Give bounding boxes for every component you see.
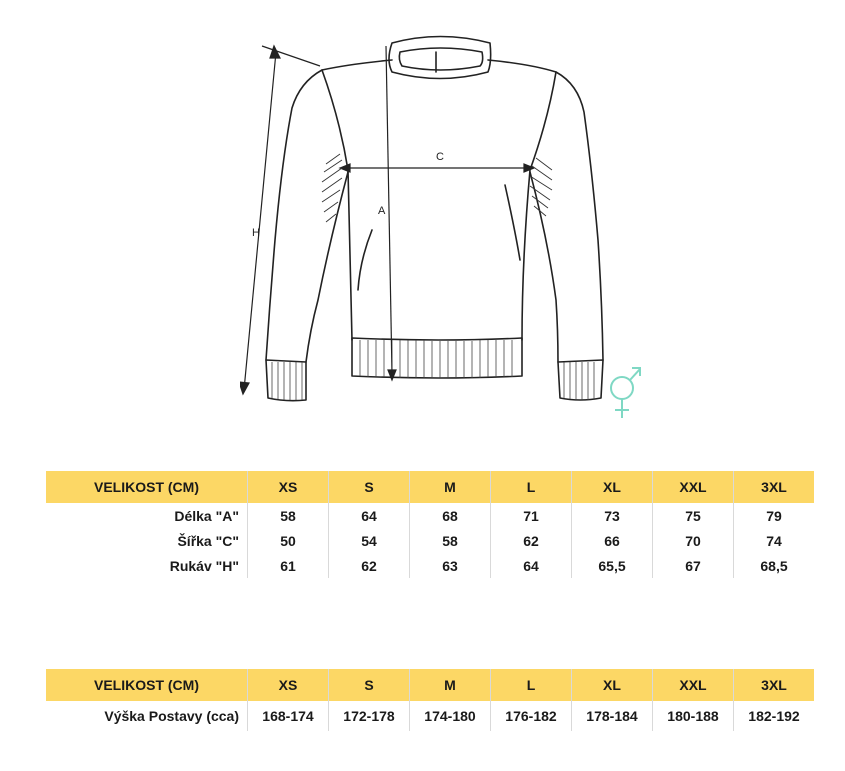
table-cell: 75 xyxy=(653,503,734,528)
table-cell: 58 xyxy=(248,503,329,528)
unisex-icon xyxy=(611,368,640,418)
size-header: M xyxy=(410,471,491,503)
label-a: A xyxy=(378,205,386,217)
table-cell: 172-178 xyxy=(329,701,410,731)
table-row xyxy=(46,553,814,578)
size-header: XXL xyxy=(653,669,734,701)
size-header: 3XL xyxy=(734,471,815,503)
table-cell: 70 xyxy=(653,528,734,553)
size-header: XL xyxy=(572,669,653,701)
table-cell: 66 xyxy=(572,528,653,553)
table-row xyxy=(46,528,814,553)
row-label: Rukáv "H" xyxy=(46,553,248,578)
table-cell: 180-188 xyxy=(653,701,734,731)
table-cell: 71 xyxy=(491,503,572,528)
size-header: XS xyxy=(248,471,329,503)
table-cell: 50 xyxy=(248,528,329,553)
size-header: L xyxy=(491,669,572,701)
table-cell: 67 xyxy=(653,553,734,578)
table-cell: 62 xyxy=(491,528,572,553)
table-cell: 68,5 xyxy=(760,557,788,574)
table-cell: 64 xyxy=(491,553,572,578)
table-cell: 61 xyxy=(248,553,329,578)
label-h: H xyxy=(252,227,260,239)
table-cell: 58 xyxy=(410,528,491,553)
row-label: Délka "A" xyxy=(46,503,248,528)
size-header: XL xyxy=(572,471,653,503)
header-label: VELIKOST (CM) xyxy=(46,471,248,503)
table-row xyxy=(46,701,814,731)
size-header: M xyxy=(410,669,491,701)
size-header: 3XL xyxy=(734,669,815,701)
table-header-row xyxy=(46,669,814,701)
sweatshirt-diagram xyxy=(240,30,660,430)
table-header-row xyxy=(46,471,814,503)
table-cell: 176-182 xyxy=(491,701,572,731)
table-cell: 73 xyxy=(572,503,653,528)
size-header: S xyxy=(329,471,410,503)
table-cell: 182-192 xyxy=(748,708,800,724)
table-cell: 65,5 xyxy=(572,553,653,578)
size-header: XXL xyxy=(653,471,734,503)
table-cell: 68 xyxy=(410,503,491,528)
table-row xyxy=(46,503,814,528)
row-label: Výška Postavy (cca) xyxy=(46,701,248,731)
table-cell: 174-180 xyxy=(410,701,491,731)
size-header: S xyxy=(329,669,410,701)
header-label: VELIKOST (CM) xyxy=(46,669,248,701)
table-cell: 168-174 xyxy=(248,701,329,731)
label-c: C xyxy=(436,151,444,163)
height-table xyxy=(46,669,814,731)
size-header: L xyxy=(491,471,572,503)
table-cell: 54 xyxy=(329,528,410,553)
table-cell: 178-184 xyxy=(572,701,653,731)
table-cell: 62 xyxy=(329,553,410,578)
size-header: XS xyxy=(248,669,329,701)
row-label: Šířka "C" xyxy=(46,528,248,553)
table-cell: 63 xyxy=(410,553,491,578)
measurement-table xyxy=(46,471,814,578)
table-cell: 64 xyxy=(329,503,410,528)
table-cell: 79 xyxy=(766,507,782,524)
table-cell: 74 xyxy=(766,532,782,549)
